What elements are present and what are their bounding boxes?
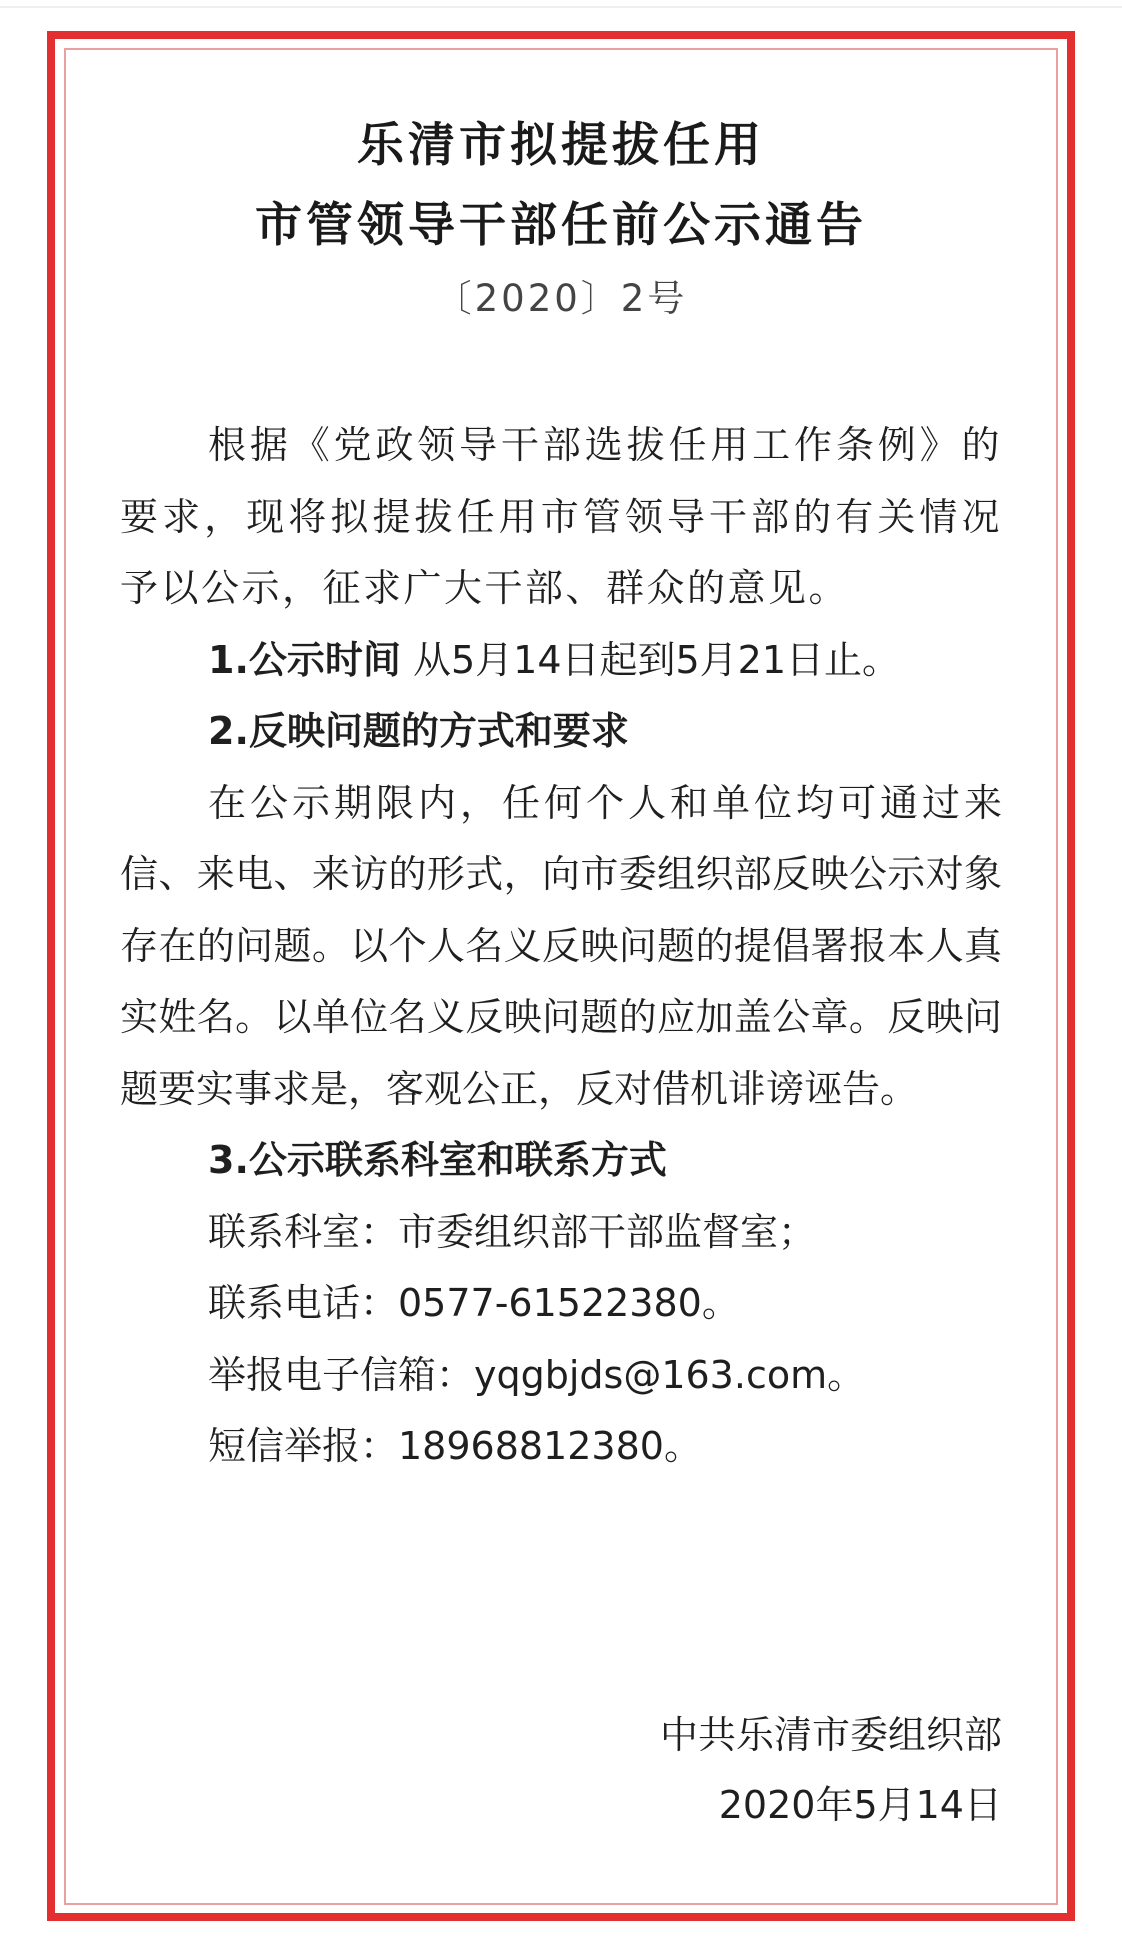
document-title-line2: 市管领导干部任前公示通告 xyxy=(255,198,867,253)
section2-paragraph: 在公示期限内，任何个人和单位均可通过来信、来电、来访的形式，向市委组织部反映公示对象存在的问题。以个人名义反映问题的提倡署报本人真实姓名。以单位名义反映问题的应加盖公章。反映问题要实事求是，客观公正，反对借机诽谤诬告。 xyxy=(120,780,1002,1111)
section1-heading: 1.公示时间 xyxy=(208,637,401,682)
section-publicity-period xyxy=(120,625,1002,697)
section2-heading: 2.反映问题的方式和要求 xyxy=(208,709,629,753)
contact-phone: 联系电话：0577-61522380。 xyxy=(208,1281,740,1325)
section3-heading-line xyxy=(120,1125,1002,1197)
section1-text: 从5月14日起到5月21日止。 xyxy=(400,637,901,682)
contact-office: 联系科室：市委组织部干部监督室； xyxy=(208,1209,817,1254)
signature-organization: 中共乐清市委组织部 xyxy=(659,1713,1002,1757)
intro-paragraph: 根据《党政领导干部选拔任用工作条例》的要求，现将拟提拔任用市管领导干部的有关情况予以公示，征求广大干部、群众的意见。 xyxy=(120,423,1002,610)
signature-block xyxy=(660,1700,1002,1840)
section2-heading-line xyxy=(120,696,1002,768)
top-divider xyxy=(0,6,1122,8)
document-title-line1: 乐清市拟提拔任用 xyxy=(357,118,765,173)
notice-body xyxy=(120,410,1002,1483)
contact-email: 举报电子信箱：yqgbjds@163.com。 xyxy=(208,1352,866,1397)
section3-heading: 3.公示联系科室和联系方式 xyxy=(208,1138,667,1182)
signature-date: 2020年5月14日 xyxy=(718,1783,1002,1827)
contact-sms: 短信举报：18968812380。 xyxy=(208,1424,702,1468)
document-number: 〔2020〕2号 xyxy=(434,277,688,320)
